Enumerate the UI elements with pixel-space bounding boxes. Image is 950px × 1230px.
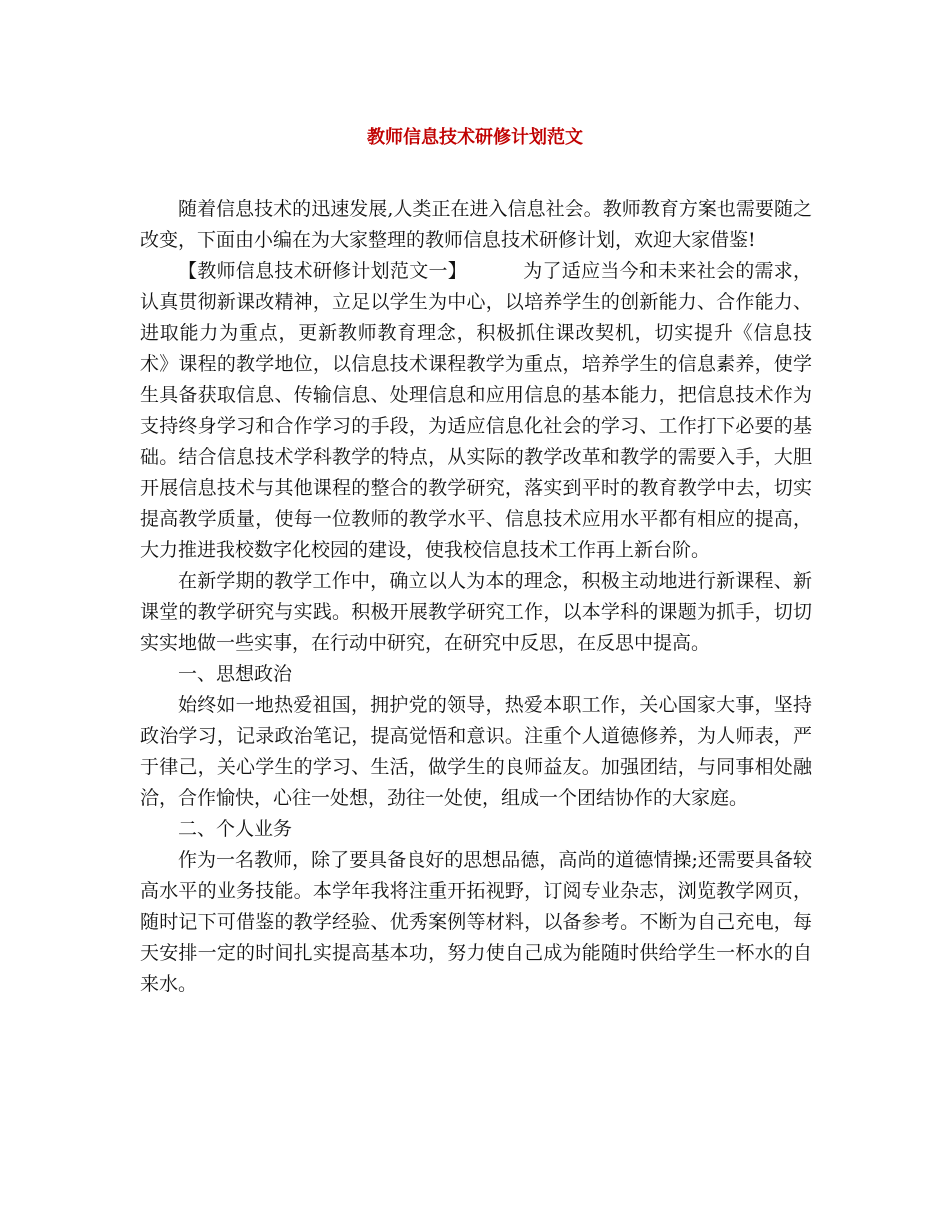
document-body bbox=[140, 194, 812, 1000]
body-paragraph-2: 在新学期的教学工作中，确立以人为本的理念，积极主动地进行新课程、新课堂的教学研究与实践。积极开展教学研究工作，以本学科的课题为抓手，切切实实地做一些实事，在行动中研究，在研究中反思，在反思中提高。 bbox=[140, 570, 812, 654]
intro-paragraph: 随着信息技术的迅速发展,人类正在进入信息社会。教师教育方案也需要随之改变，下面由小编在为大家整理的教师信息技术研修计划，欢迎大家借鉴! bbox=[140, 198, 812, 251]
section-heading: 【教师信息技术研修计划范文一】 bbox=[178, 260, 467, 282]
heading-thought-politics: 一、思想政治 bbox=[178, 663, 293, 685]
section-paragraph bbox=[140, 256, 812, 566]
document-title: 教师信息技术研修计划范文 bbox=[367, 127, 583, 148]
body-paragraph-3: 始终如一地热爱祖国，拥护党的领导，热爱本职工作，关心国家大事，坚持政治学习，记录政治笔记，提高觉悟和意识。注重个人道德修养，为人师表，严于律己，关心学生的学习、生活，做学生的良师益友。加强团结，与同事相处融洽，合作愉快，心往一处想，劲往一处使，组成一个团结协作的大家庭。 bbox=[140, 694, 812, 809]
heading-personal-work: 二、个人业务 bbox=[178, 818, 293, 840]
body-paragraph-4: 作为一名教师，除了要具备良好的思想品德，高尚的道德情操;还需要具备较高水平的业务技能。本学年我将注重开拓视野，订阅专业杂志，浏览教学网页，随时记下可借鉴的教学经验、优秀案例等材料，以备参考。不断为自己充电，每天安排一定的时间扎实提高基本功，努力使自己成为能随时供给学生一杯水的自来水。 bbox=[140, 849, 812, 995]
section-lead-text: 为了适应当今和未来社会的需求，认真贯彻新课改精神，立足以学生为中心，以培养学生的创新能力、合作能力、进取能力为重点，更新教师教育理念，积极抓住课改契机，切实提升《信息技术》课程的教学地位，以信息技术课程教学为重点，培养学生的信息素养，使学生具备获取信息、传输信息、处理信息和应用信息的基本能力，把信息技术作为支持终身学习和合作学习的手段，为适应信息化社会的学习、工作打下必要的基础。结合信息技术学科教学的特点，从实际的教学改革和教学的需要入手，大胆开展信息技术与其他课程的整合的教学研究，落实到平时的教育教学中去，切实提高教学质量，使每一位教师的教学水平、信息技术应用水平都有相应的提高，大力推进我校数字化校园的建设，使我校信息技术工作再上新台阶。 bbox=[140, 260, 812, 561]
